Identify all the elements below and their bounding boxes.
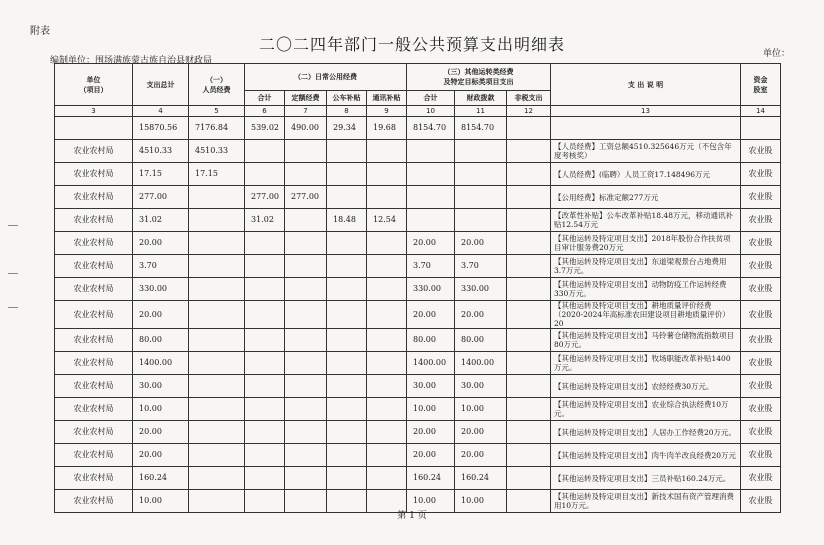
cell-total: 80.00 <box>133 329 189 352</box>
cell-section: 农业股 <box>741 467 781 490</box>
cell-other-nontax <box>507 329 551 352</box>
cell-daily-car <box>327 421 367 444</box>
cell-desc: 【其他运转及特定项目支出】三员补贴160.24万元。 <box>551 467 741 490</box>
cell-other-nontax <box>507 255 551 278</box>
cell-other-total: 10.00 <box>407 490 455 513</box>
cell-daily-quota <box>285 140 327 163</box>
cell-section <box>741 117 781 140</box>
cell-other-fiscal: 30.00 <box>455 375 507 398</box>
cell-personnel <box>189 375 245 398</box>
cell-other-fiscal: 80.00 <box>455 329 507 352</box>
column-number: 10 <box>407 106 455 117</box>
cell-daily-quota <box>285 329 327 352</box>
cell-other-fiscal <box>455 140 507 163</box>
cell-other-nontax <box>507 352 551 375</box>
cell-daily-comm <box>367 186 407 209</box>
cell-personnel <box>189 398 245 421</box>
cell-other-fiscal: 3.70 <box>455 255 507 278</box>
cell-personnel: 17.15 <box>189 163 245 186</box>
cell-daily-quota <box>285 278 327 301</box>
cell-daily-total <box>245 444 285 467</box>
cell-other-fiscal: 330.00 <box>455 278 507 301</box>
cell-total: 10.00 <box>133 398 189 421</box>
cell-other-total: 80.00 <box>407 329 455 352</box>
cell-daily-comm <box>367 421 407 444</box>
cell-other-total: 20.00 <box>407 232 455 255</box>
cell-daily-comm <box>367 375 407 398</box>
cell-daily-quota <box>285 398 327 421</box>
cell-desc: 【其他运转及特定项目支出】肉牛肉羊改良经费20万元 <box>551 444 741 467</box>
cell-total: 20.00 <box>133 301 189 329</box>
cell-section: 农业股 <box>741 421 781 444</box>
cell-section: 农业股 <box>741 352 781 375</box>
cell-dept: 农业农村局 <box>55 232 133 255</box>
cell-other-total: 30.00 <box>407 375 455 398</box>
column-number: 9 <box>367 106 407 117</box>
cell-other-fiscal: 20.00 <box>455 444 507 467</box>
cell-daily-car <box>327 352 367 375</box>
cell-daily-quota <box>285 163 327 186</box>
column-number: 14 <box>741 106 781 117</box>
header-desc: 支 出 说 明 <box>551 64 741 106</box>
table-row <box>55 398 781 421</box>
cell-dept: 农业农村局 <box>55 467 133 490</box>
cell-dept: 农业农村局 <box>55 163 133 186</box>
cell-other-total <box>407 163 455 186</box>
cell-other-total: 1400.00 <box>407 352 455 375</box>
cell-other-total <box>407 209 455 232</box>
cell-dept: 农业农村局 <box>55 209 133 232</box>
cell-dept <box>55 117 133 140</box>
cell-dept: 农业农村局 <box>55 301 133 329</box>
cell-other-nontax <box>507 140 551 163</box>
cell-daily-comm <box>367 255 407 278</box>
cell-daily-car <box>327 375 367 398</box>
cell-section: 农业股 <box>741 140 781 163</box>
cell-total: 15870.56 <box>133 117 189 140</box>
column-number: 6 <box>245 106 285 117</box>
cell-desc <box>551 117 741 140</box>
cell-section: 农业股 <box>741 375 781 398</box>
cell-section: 农业股 <box>741 278 781 301</box>
header-other-nontax: 非税支出 <box>507 91 551 106</box>
table-row <box>55 278 781 301</box>
header-other: （三）其他运转类经费 及特定目标类项目支出 <box>407 64 551 91</box>
cell-daily-total <box>245 375 285 398</box>
cell-daily-total <box>245 467 285 490</box>
cell-section: 农业股 <box>741 163 781 186</box>
cell-daily-comm <box>367 232 407 255</box>
cell-personnel <box>189 467 245 490</box>
cell-other-total <box>407 140 455 163</box>
cell-personnel <box>189 209 245 232</box>
cell-other-fiscal: 10.00 <box>455 398 507 421</box>
cell-daily-quota <box>285 232 327 255</box>
cell-desc: 【其他运转及特定项目支出】2018年股份合作扶贫项目审计服务费20万元 <box>551 232 741 255</box>
cell-daily-comm <box>367 163 407 186</box>
cell-desc: 【其他运转及特定项目支出】农经经费30万元。 <box>551 375 741 398</box>
cell-other-total: 3.70 <box>407 255 455 278</box>
column-number-row <box>55 106 781 117</box>
table-row <box>55 375 781 398</box>
header-daily-quota: 定额经费 <box>285 91 327 106</box>
cell-total: 277.00 <box>133 186 189 209</box>
cell-daily-comm <box>367 278 407 301</box>
cell-other-nontax <box>507 375 551 398</box>
header-personnel: （一） 人员经费 <box>189 64 245 106</box>
cell-other-total: 330.00 <box>407 278 455 301</box>
cell-section: 农业股 <box>741 444 781 467</box>
cell-daily-total <box>245 140 285 163</box>
column-number: 11 <box>455 106 507 117</box>
binding-mark <box>8 307 18 312</box>
table-row <box>55 232 781 255</box>
cell-personnel: 7176.84 <box>189 117 245 140</box>
table-row <box>55 444 781 467</box>
cell-daily-car <box>327 301 367 329</box>
header-daily-comm: 通讯补贴 <box>367 91 407 106</box>
cell-personnel <box>189 232 245 255</box>
cell-dept: 农业农村局 <box>55 421 133 444</box>
cell-desc: 【其他运转及特定项目支出】新技术国有资产管理消费用10万元。 <box>551 490 741 513</box>
unit-label: 单位： <box>762 49 790 59</box>
cell-desc: 【人员经费】工资总额4510.325646万元（不包含年度考核奖） <box>551 140 741 163</box>
cell-daily-total <box>245 421 285 444</box>
cell-section: 农业股 <box>741 398 781 421</box>
header-total: 支出总计 <box>133 64 189 106</box>
cell-other-fiscal: 1400.00 <box>455 352 507 375</box>
cell-daily-car: 29.34 <box>327 117 367 140</box>
header-daily-total: 合计 <box>245 91 285 106</box>
cell-other-total: 10.00 <box>407 398 455 421</box>
page-title: 二〇二四年部门一般公共预算支出明细表 <box>258 35 565 54</box>
cell-desc: 【其他运转及特定项目支出】农业综合执法经费10万元。 <box>551 398 741 421</box>
cell-daily-total <box>245 352 285 375</box>
table-row <box>55 163 781 186</box>
cell-daily-car <box>327 398 367 421</box>
cell-daily-comm: 12.54 <box>367 209 407 232</box>
cell-other-fiscal: 10.00 <box>455 490 507 513</box>
cell-daily-quota <box>285 375 327 398</box>
cell-daily-car <box>327 186 367 209</box>
cell-dept: 农业农村局 <box>55 329 133 352</box>
cell-other-nontax <box>507 421 551 444</box>
column-number: 8 <box>327 106 367 117</box>
cell-daily-car <box>327 444 367 467</box>
cell-other-nontax <box>507 117 551 140</box>
page-number: 第 1 页 <box>397 511 427 521</box>
cell-section: 农业股 <box>741 186 781 209</box>
cell-other-nontax <box>507 278 551 301</box>
cell-daily-comm <box>367 329 407 352</box>
cell-personnel <box>189 444 245 467</box>
cell-personnel <box>189 255 245 278</box>
cell-daily-total <box>245 232 285 255</box>
cell-other-fiscal: 20.00 <box>455 301 507 329</box>
cell-daily-comm: 19.68 <box>367 117 407 140</box>
cell-daily-quota <box>285 255 327 278</box>
cell-daily-car: 18.48 <box>327 209 367 232</box>
header-other-total: 合计 <box>407 91 455 106</box>
cell-dept: 农业农村局 <box>55 140 133 163</box>
cell-section: 农业股 <box>741 209 781 232</box>
cell-total: 1400.00 <box>133 352 189 375</box>
table-row <box>55 467 781 490</box>
cell-total: 17.15 <box>133 163 189 186</box>
cell-daily-total: 277.00 <box>245 186 285 209</box>
cell-daily-total <box>245 255 285 278</box>
cell-daily-comm <box>367 140 407 163</box>
cell-daily-car <box>327 255 367 278</box>
cell-desc: 【其他运转及特定项目支出】马铃薯仓储物流指数项目80万元。 <box>551 329 741 352</box>
cell-section: 农业股 <box>741 490 781 513</box>
cell-total: 30.00 <box>133 375 189 398</box>
cell-daily-car <box>327 467 367 490</box>
cell-other-nontax <box>507 444 551 467</box>
table-row <box>55 329 781 352</box>
cell-total: 20.00 <box>133 421 189 444</box>
cell-dept: 农业农村局 <box>55 352 133 375</box>
cell-dept: 农业农村局 <box>55 186 133 209</box>
header-daily: （二）日常公用经费 <box>245 64 407 91</box>
cell-daily-total <box>245 278 285 301</box>
cell-dept: 农业农村局 <box>55 255 133 278</box>
cell-other-total: 20.00 <box>407 421 455 444</box>
cell-daily-comm <box>367 398 407 421</box>
cell-daily-comm <box>367 352 407 375</box>
cell-personnel: 4510.33 <box>189 140 245 163</box>
cell-desc: 【其他运转及特定项目支出】耕地质量评价经费（2020-2024年高标准农田建设项目耕地质量评价）20 <box>551 301 741 329</box>
cell-daily-quota <box>285 444 327 467</box>
cell-total: 31.02 <box>133 209 189 232</box>
table-row <box>55 352 781 375</box>
column-number: 3 <box>55 106 133 117</box>
table-row <box>55 255 781 278</box>
cell-dept: 农业农村局 <box>55 490 133 513</box>
binding-mark <box>8 225 18 230</box>
cell-section: 农业股 <box>741 255 781 278</box>
cell-other-nontax <box>507 301 551 329</box>
cell-daily-total <box>245 398 285 421</box>
cell-dept: 农业农村局 <box>55 444 133 467</box>
cell-daily-total <box>245 163 285 186</box>
cell-other-total <box>407 186 455 209</box>
column-number: 13 <box>551 106 741 117</box>
cell-daily-total: 31.02 <box>245 209 285 232</box>
cell-daily-car <box>327 232 367 255</box>
cell-daily-quota <box>285 352 327 375</box>
cell-daily-quota: 277.00 <box>285 186 327 209</box>
cell-personnel <box>189 278 245 301</box>
cell-other-nontax <box>507 398 551 421</box>
column-number: 5 <box>189 106 245 117</box>
cell-desc: 【其他运转及特定项目支出】人居办工作经费20万元。 <box>551 421 741 444</box>
cell-desc: 【人员经费】(临聘）人员工资17.148496万元 <box>551 163 741 186</box>
cell-daily-quota <box>285 301 327 329</box>
cell-daily-quota <box>285 209 327 232</box>
cell-total: 330.00 <box>133 278 189 301</box>
table-row <box>55 117 781 140</box>
table-row <box>55 186 781 209</box>
table-row <box>55 421 781 444</box>
cell-personnel <box>189 329 245 352</box>
column-number: 7 <box>285 106 327 117</box>
cell-desc: 【其他运转及特定项目支出】东道梁观景台占地费用3.7万元。 <box>551 255 741 278</box>
column-number: 4 <box>133 106 189 117</box>
cell-desc: 【其他运转及特定项目支出】动物防疫工作运转经费330万元。 <box>551 278 741 301</box>
cell-desc: 【其他运转及特定项目支出】牧场职能改革补贴1400万元。 <box>551 352 741 375</box>
cell-section: 农业股 <box>741 329 781 352</box>
appendix-label: 附表 <box>30 26 50 37</box>
cell-other-fiscal <box>455 209 507 232</box>
cell-total: 20.00 <box>133 232 189 255</box>
cell-daily-quota <box>285 467 327 490</box>
cell-other-fiscal <box>455 186 507 209</box>
cell-total: 10.00 <box>133 490 189 513</box>
header-other-fiscal: 财政拨款 <box>455 91 507 106</box>
cell-daily-comm <box>367 467 407 490</box>
table-row <box>55 209 781 232</box>
budget-table <box>54 63 781 513</box>
cell-total: 20.00 <box>133 444 189 467</box>
cell-daily-total <box>245 301 285 329</box>
cell-other-nontax <box>507 232 551 255</box>
cell-daily-quota: 490.00 <box>285 117 327 140</box>
cell-other-total: 8154.70 <box>407 117 455 140</box>
cell-personnel <box>189 352 245 375</box>
cell-other-total: 20.00 <box>407 301 455 329</box>
cell-other-nontax <box>507 163 551 186</box>
cell-daily-comm <box>367 301 407 329</box>
cell-daily-total <box>245 329 285 352</box>
cell-daily-total: 539.02 <box>245 117 285 140</box>
cell-other-fiscal <box>455 163 507 186</box>
table-row <box>55 140 781 163</box>
cell-other-fiscal: 20.00 <box>455 232 507 255</box>
cell-personnel <box>189 301 245 329</box>
cell-desc: 【公用经费】标准定额277万元 <box>551 186 741 209</box>
cell-other-total: 160.24 <box>407 467 455 490</box>
cell-personnel <box>189 421 245 444</box>
cell-daily-car <box>327 163 367 186</box>
org-label: 编制单位：围场满族蒙古族自治县财政局 <box>50 56 213 66</box>
cell-desc: 【改革性补贴】公车改革补贴18.48万元，移动通讯补贴12.54万元 <box>551 209 741 232</box>
cell-other-fiscal: 20.00 <box>455 421 507 444</box>
cell-other-nontax <box>507 186 551 209</box>
header-daily-car: 公车补贴 <box>327 91 367 106</box>
cell-other-fiscal: 8154.70 <box>455 117 507 140</box>
binding-mark <box>8 273 18 278</box>
cell-daily-car <box>327 278 367 301</box>
cell-daily-quota <box>285 421 327 444</box>
cell-dept: 农业农村局 <box>55 398 133 421</box>
cell-total: 3.70 <box>133 255 189 278</box>
cell-total: 160.24 <box>133 467 189 490</box>
cell-section: 农业股 <box>741 232 781 255</box>
cell-dept: 农业农村局 <box>55 278 133 301</box>
cell-daily-car <box>327 329 367 352</box>
cell-other-fiscal: 160.24 <box>455 467 507 490</box>
table-row <box>55 301 781 329</box>
cell-section: 农业股 <box>741 301 781 329</box>
cell-personnel <box>189 186 245 209</box>
cell-total: 4510.33 <box>133 140 189 163</box>
cell-other-nontax <box>507 209 551 232</box>
header-section: 资金 股室 <box>741 64 781 106</box>
cell-other-nontax <box>507 467 551 490</box>
cell-other-total: 20.00 <box>407 444 455 467</box>
header-dept: 单位 （项目） <box>55 64 133 106</box>
cell-dept: 农业农村局 <box>55 375 133 398</box>
cell-daily-comm <box>367 444 407 467</box>
cell-daily-car <box>327 140 367 163</box>
column-number: 12 <box>507 106 551 117</box>
